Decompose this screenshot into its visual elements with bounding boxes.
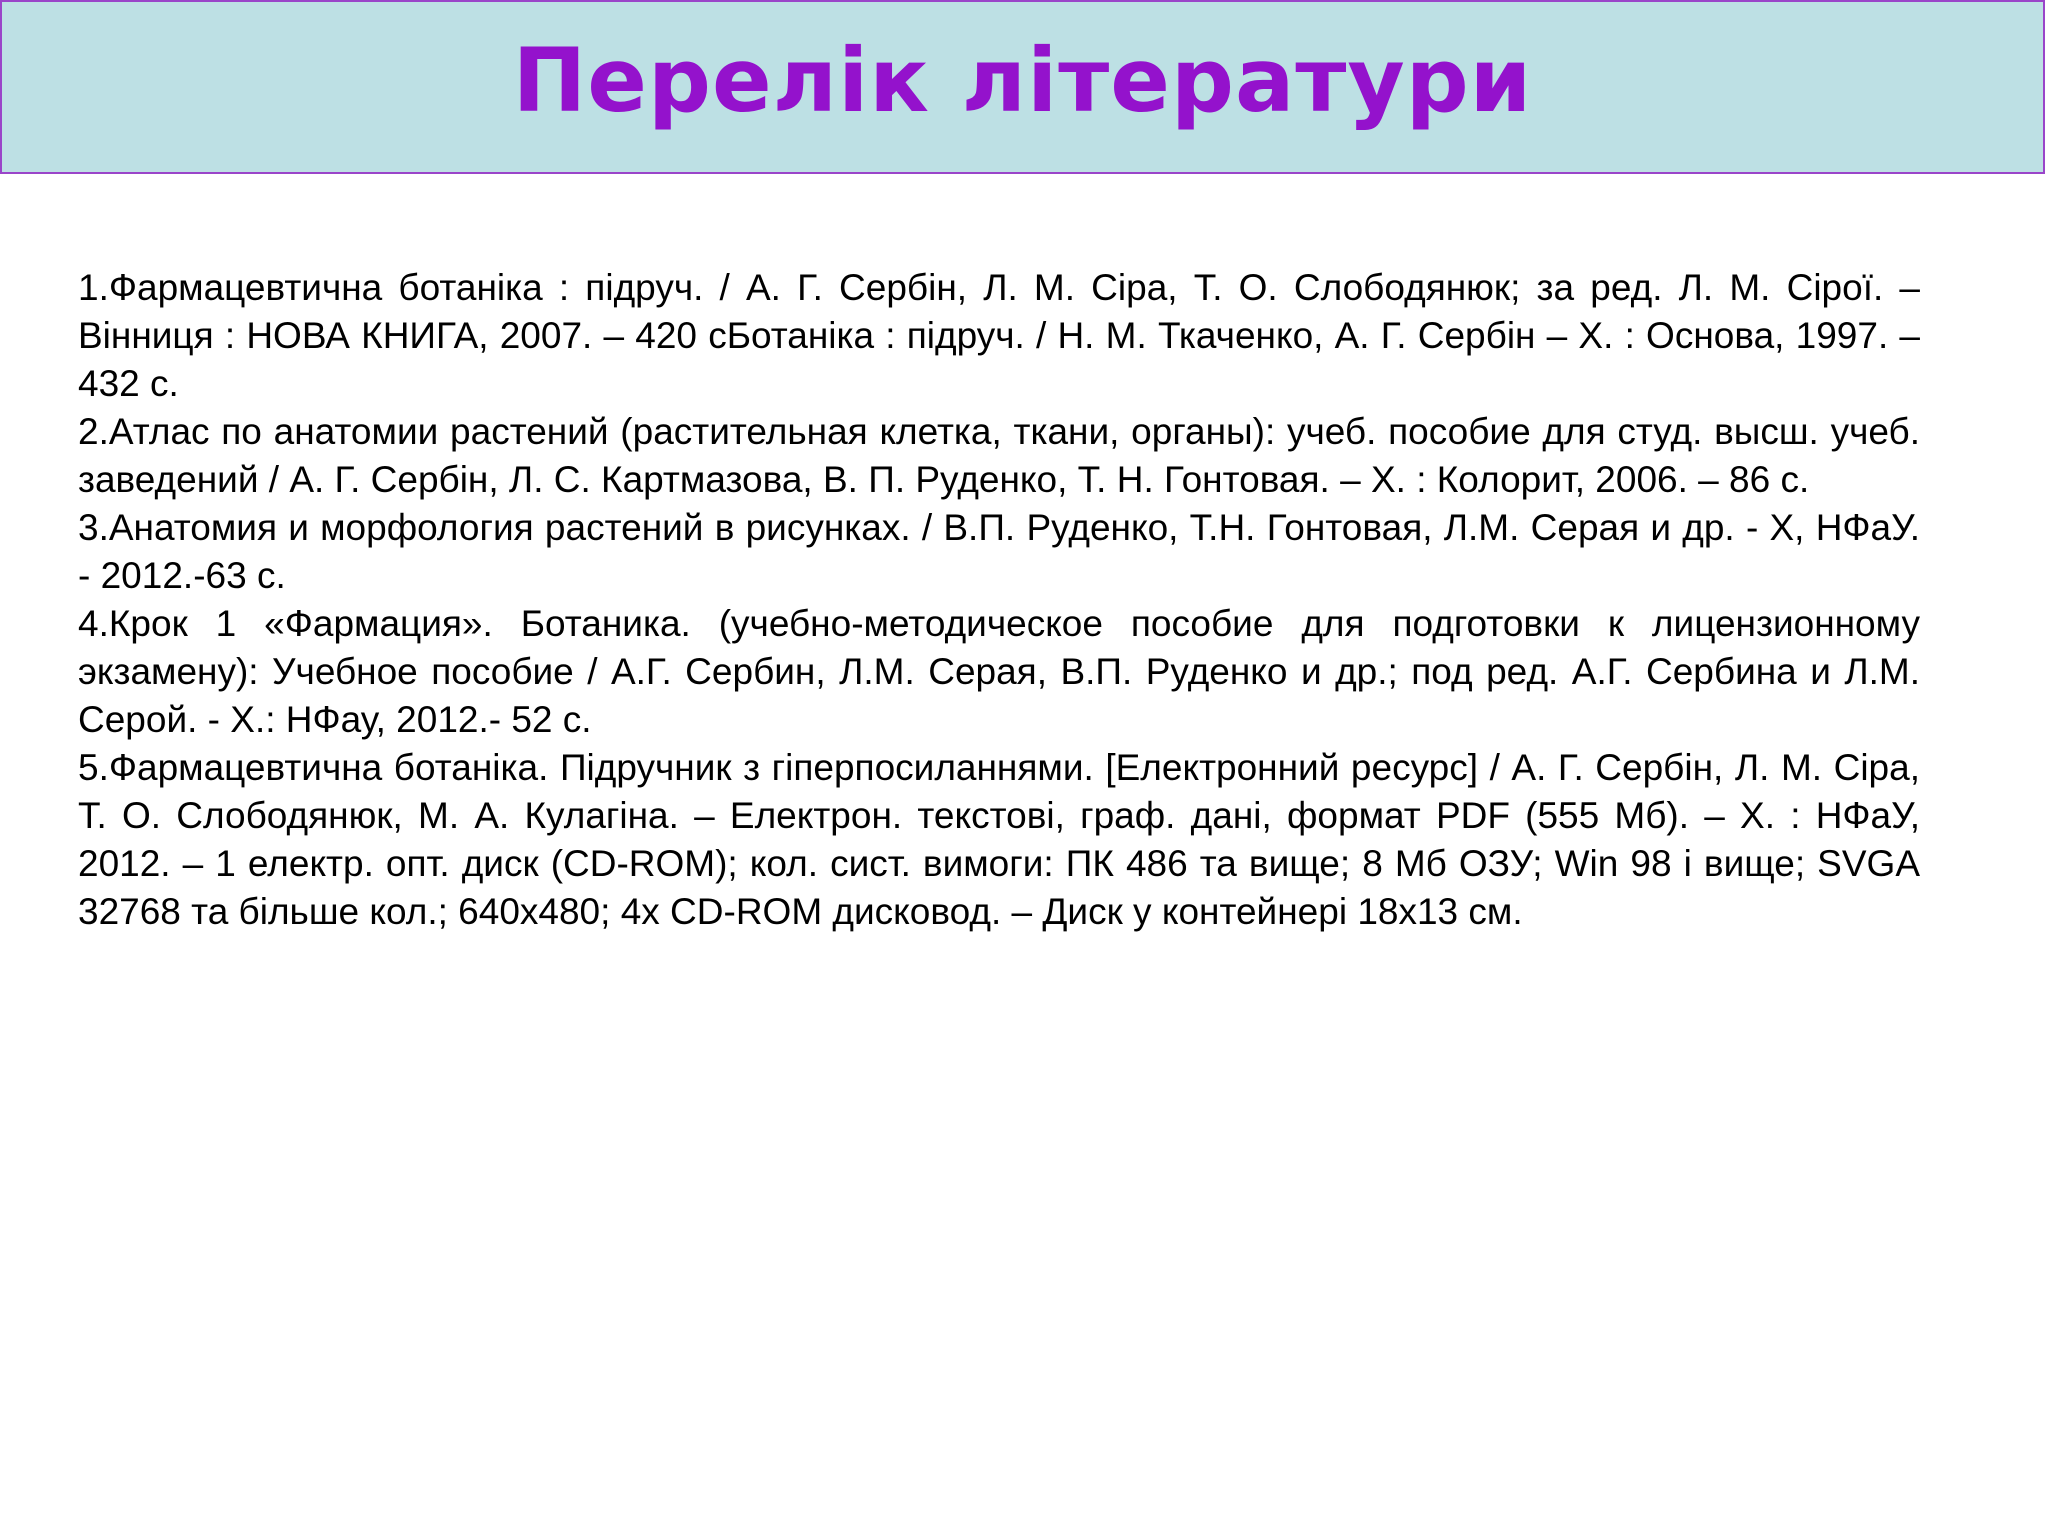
reference-list [78,264,1920,936]
reference-item-3: 3.Анатомия и морфология растений в рисунках. / В.П. Руденко, Т.Н. Гонтовая, Л.М. Серая и др. - Х, НФаУ. - 2012.-63 с. [78,507,1920,596]
reference-item-5: 5.Фармацевтична ботаніка. Підручник з гіперпосиланнями. [Електронний ресурс] / А. Г. Сербін, Л. М. Сіра, Т. О. Слободянюк, М. А. Кулагіна. – Електрон. текстові, граф. дані, формат PDF (555 Мб). – Х. : НФаУ, 2012. – 1 електр. опт. диск (CD-ROM); кол. сист. вимоги: ПК 486 та вище; 8 Мб ОЗУ; Win 98 і вище; SVGA 32768 та більше кол.; 640х480; 4х CD-ROM дисковод. – Диск у контейнері 18х13 см. [78,747,1920,932]
reference-item-2: 2.Атлас по анатомии растений (растительная клетка, ткани, органы): учеб. пособие для студ. высш. учеб. заведений / А. Г. Сербін, Л. С. Картмазова, В. П. Руденко, Т. Н. Гонтовая. – Х. : Колорит, 2006. – 86 с. [78,411,1920,500]
page-title: Перелік літератури [512,29,1533,132]
title-bar [0,0,2045,174]
reference-item-1: 1.Фармацевтична ботаніка : підруч. / А. Г. Сербін, Л. М. Сіра, Т. О. Слободянюк; за ред. Л. М. Сірої. – Вінниця : НОВА КНИГА, 2007. – 420 сБотаніка : підруч. / Н. М. Ткаченко, А. Г. Сербін – Х. : Основа, 1997. – 432 с. [78,267,1920,404]
reference-item-4: 4.Крок 1 «Фармация». Ботаника. (учебно-методическое пособие для подготовки к лицензионному экзамену): Учебное пособие / А.Г. Сербин, Л.М. Серая, В.П. Руденко и др.; под ред. А.Г. Сербина и Л.М. Серой. - Х.: НФау, 2012.- 52 с. [78,603,1920,740]
